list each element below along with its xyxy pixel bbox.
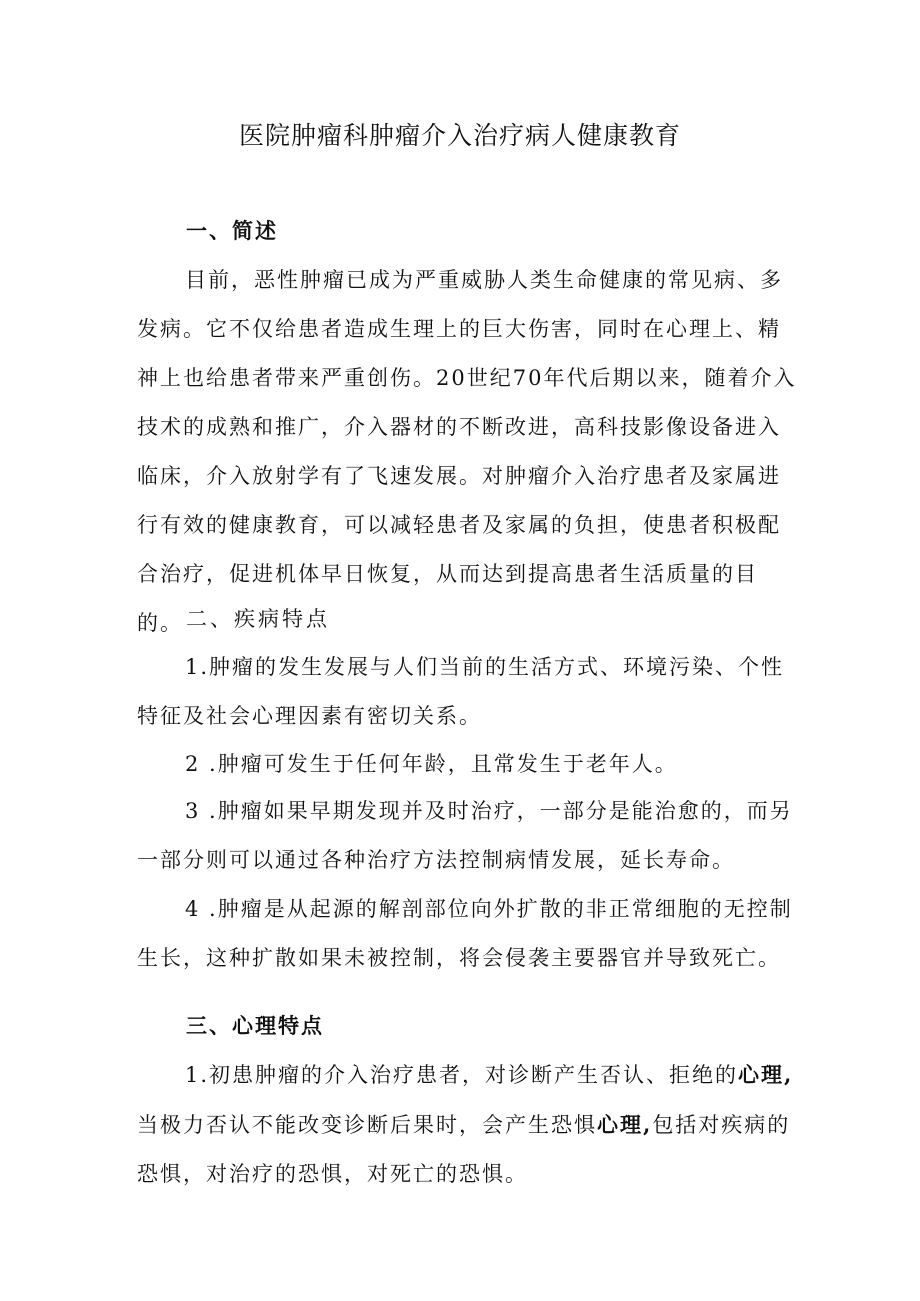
emphasis-text: 心理, — [597, 1112, 653, 1137]
disease-feature-item: 3 .肿瘤如果早期发现并及时治疗，一部分是能治愈的，而另一部分则可以通过各种治疗方法控制病情发展，延长寿命。 — [137, 799, 793, 872]
overview-paragraph: 目前，恶性肿瘤已成为严重威胁人类生命健康的常见病、多发病。它不仅给患者造成生理上的巨大伤害，同时在心理上、精神上也给患者带来严重创伤。20世纪70年代后期以来，随着介入技术的成熟和推广，介入器材的不断改进，高科技影像设备进入临床，介入放射学有了飞速发展。对肿瘤介入治疗患者及家属进行有效的健康教育，可以减轻患者及家属的负担，使患者积极配合治疗，促进机体早日恢复，从而达到提高患者生活质量的目的。 — [137, 268, 797, 635]
section-heading-overview: 一、简述 — [186, 218, 278, 243]
document-title: 医院肿瘤科肿瘤介入治疗病人健康教育 — [238, 121, 681, 150]
disease-feature-item: 4 .肿瘤是从起源的解剖部位向外扩散的非正常细胞的无控制生长，这种扩散如果未被控制，将会侵袭主要器官并导致死亡。 — [137, 897, 793, 970]
section-heading-psychological-features: 三、心理特点 — [186, 1013, 324, 1038]
disease-feature-item: 2 .肿瘤可发生于任何年龄，且常发生于老年人。 — [185, 752, 678, 776]
item-text: 包括对疾病的恐惧，对治疗的恐惧，对死亡的恐惧。 — [137, 1113, 791, 1186]
emphasis-text: 心理, — [738, 1062, 794, 1087]
psychological-feature-item — [137, 1050, 797, 1199]
section-heading-disease-features: 二、疾病特点 — [186, 607, 330, 631]
disease-feature-item: 1.肿瘤的发生发展与人们当前的生活方式、环境污染、个性特征及社会心理因素有密切关系。 — [137, 655, 785, 728]
item-text: 当极力否认不能改变诊断后果时，会产生恐惧 — [137, 1113, 597, 1137]
item-text: 1.初患肿瘤的介入治疗患者，对诊断产生否认、拒绝的 — [185, 1063, 739, 1087]
